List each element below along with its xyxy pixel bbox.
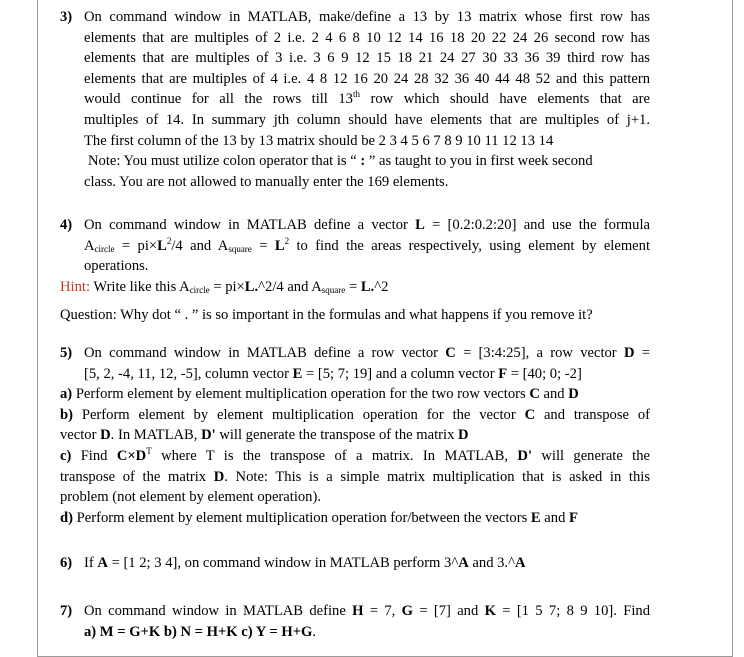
text-line: On command window in MATLAB define a vector L = [0.2:0.2:20] and use the formula	[84, 217, 650, 233]
text-line: If A = [1 2; 3 4], on command window in MATLAB perform 3^A and 3.^A	[84, 555, 526, 571]
text-line: operations.	[84, 258, 149, 275]
text-line: On command window in MATLAB define H = 7, G = [7] and K = [1 5 7; 8 9 10]. Find	[84, 603, 650, 619]
question-number: 4)	[60, 217, 73, 233]
part-c-cont: transpose of the matrix D. Note: This is a simple matrix multiplication that is asked in this	[60, 468, 650, 485]
question-5	[60, 343, 650, 528]
part-c-cont: problem (not element by element operation).	[60, 489, 321, 506]
text-line: On command window in MATLAB define a row vector C = [3:4:25], a row vector D =	[84, 345, 650, 361]
question-line: Question: Why dot “ . ” is so important in the formulas and what happens if you remove it?	[60, 307, 593, 324]
part-b-cont: vector D. In MATLAB, D' will generate the transpose of the matrix D	[60, 427, 469, 444]
hint-line: Hint: Write like this $A_{circle}$ = pi×L.^2/4 and $A_{square}$ = L.^2	[60, 278, 389, 295]
part-b: b) Perform element by element multiplication operation for the vector C and transpose of	[60, 406, 650, 423]
text-line: On command window in MATLAB, make/define a 13 by 13 matrix whose first row has	[84, 9, 650, 25]
text-line: multiples of 14. In summary jth column should have elements that are multiples of j+1.	[84, 111, 650, 128]
question-number: 5)	[60, 345, 73, 361]
note-line: Note: You must utilize colon operator that is “ : ” as taught to you in first week second	[88, 153, 593, 170]
question-number: 7)	[60, 603, 73, 619]
part-c: c) Find $C\times D^T$ where T is the transpose of a matrix. In MATLAB, D' will generate the	[60, 445, 650, 464]
formula-line: $A_{circle} = pi\times L^2/4$ and $A_{square} = L^2$ to find the areas respectively, using element by element	[84, 235, 651, 254]
text-line: a) M = G+K b) N = H+K c) Y = H+G.	[84, 623, 317, 640]
question-4	[60, 215, 650, 326]
text-line: elements that are multiples of 2 i.e. 2 4 6 8 10 12 14 16 18 20 22 24 26 second row has	[84, 29, 650, 46]
hint-label: Hint:	[60, 278, 90, 295]
question-number: 6)	[60, 555, 73, 571]
text-line: [5, 2, -4, 11, 12, -5], column vector E = [5; 7; 19] and a column vector F = [40; 0; -2]	[84, 365, 582, 382]
text-line: would continue for all the rows till 13th row which should have elements that are	[84, 89, 650, 108]
text-line: class. You are not allowed to manually enter the 169 elements.	[84, 173, 449, 190]
question-3	[60, 7, 650, 192]
text-line: elements that are multiples of 3 i.e. 3 6 9 12 15 18 21 24 27 30 33 36 39 third row has	[84, 50, 650, 67]
question-number: 3)	[60, 9, 73, 25]
question-7	[60, 601, 650, 642]
question-6	[60, 553, 650, 574]
part-a: a) Perform element by element multiplication operation for the two row vectors C and D	[60, 386, 579, 403]
text-line: The first column of the 13 by 13 matrix should be 2 3 4 5 6 7 8 9 10 11 12 13 14	[84, 132, 554, 149]
text-line: elements that are multiples of 4 i.e. 4 8 12 16 20 24 28 32 36 40 44 48 52 and this pattern	[84, 70, 650, 87]
part-d: d) Perform element by element multiplication operation for/between the vectors E and F	[60, 509, 578, 526]
